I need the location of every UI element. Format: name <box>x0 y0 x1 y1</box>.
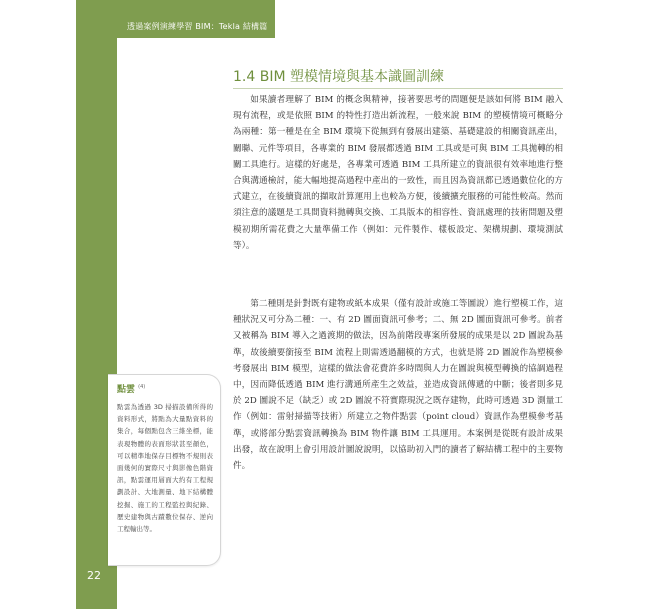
section-title: 1.4 BIM 塑模情境與基本識圖訓練 <box>233 69 444 85</box>
header-tab <box>117 0 275 38</box>
title-divider <box>233 88 563 89</box>
note-title-text: 點雲 <box>117 385 136 395</box>
sidebar-note <box>108 374 221 566</box>
note-body: 點雲為透過 3D 掃描設備所得的資料形式，將點為大量點資料的集合，每個點包含三維坐標，能表現物體的表面形狀甚至顏色，可以精準地保存目標物不規則表面幾何的實際尺寸與影像色階資訊，點雲運用層面大約有工程規劃設計、大地測量、地下結構體挖掘、施工的工程監控與紀錄、歷史建物與古蹟數位保存、逆向工程輸出等。 <box>117 403 213 534</box>
note-reference: (4) <box>138 384 146 390</box>
note-title <box>117 382 145 395</box>
running-title: 透過案例演練學習 BIM：Tekla 結構篇 <box>127 22 268 31</box>
page-number: 22 <box>87 569 101 582</box>
body-paragraph-1: 如果讀者理解了 BIM 的概念與精神，接著要思考的問題便是該如何將 BIM 融入現有流程，或是依照 BIM 的特性打造出新流程，一般來說 BIM 的塑模情境可概略分為兩種：第一種是在全 BIM 環境下從無到有發展出建築、基礎建設的相關資訊產出，關聯、元件等項目，各專業的 BIM 發展都透過 BIM 工具或是可與 BIM 工具拋轉的相關工具進行。這樣的好處是，各專業可透過 BIM 工具所建立的資訊很有效率地進行整合與溝通檢討，能大幅地提高過程中產出的一致性，而且因為資訊都已透過數位化的方式建立，在後續資訊的擷取計算運用上也較為方便，後續擴充服務的可能性較高。然而須注意的議題是工具間資料拋轉與交換、工具版本的相容性、資訊處理的技術問題及塑模初期所需花費之大量準備工作（例如：元件製作、樣板設定、架構規劃、環境測試等）。 <box>233 95 563 251</box>
body-paragraph-2: 第二種則是針對既有建物或紙本成果（僅有設計或施工等圖說）進行塑模工作，這種狀況又可分為二種：一、有 2D 圖面資訊可參考；二、無 2D 圖面資訊可參考。前者又被稱為 BIM 導入之過渡期的做法，因為前階段專案所發展的成果是以 2D 圖說為基準，故後續要銜接至 BIM 流程上則需透過翻模的方式，也就是將 2D 圖說作為塑模參考發展出 BIM 模型，這樣的做法會花費許多時間與人力在圖說與模型轉換的協調過程中，因而降低透過 BIM 進行溝通所產生之效益，並造成資訊傳遞的中斷；後者則多見於 2D 圖說不足（缺乏）或 2D 圖說不符實際現況之既存建物，此時可透過 3D 測量工作（例如：雷射掃描等技術）所建立之物件點雲（point cloud）資訊作為塑模參考基準，或將部分點雲資訊轉換為 BIM 物件讓 BIM 工具運用。本案例是從既有設計成果出發，故在說明上會引用設計圖說說明，以協助初入門的讀者了解結構工程中的主要物件。 <box>233 299 563 472</box>
